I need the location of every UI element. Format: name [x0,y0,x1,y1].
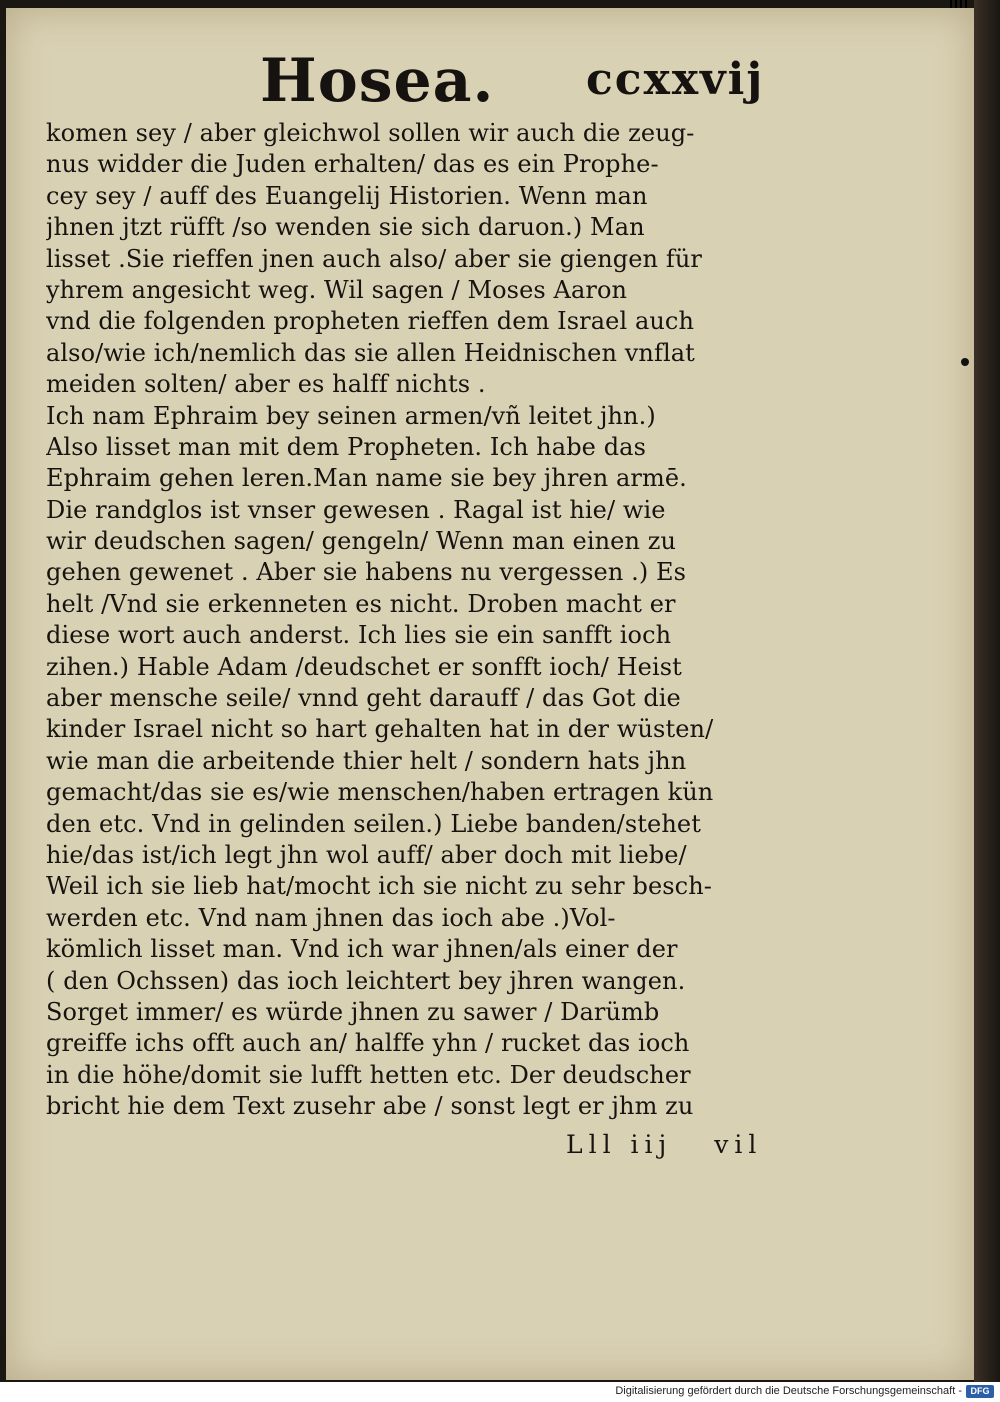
text-line: zihen.) Hable Adam /deudschet er sonfft ioch/ Heist [46,652,682,681]
body-text [46,118,736,1123]
text-line: in die höhe/domit sie lufft hetten etc. Der deudscher [46,1060,691,1089]
text-line: werden etc. Vnd nam jhnen das ioch abe .)Vol- [46,903,616,932]
dfg-logo: DFG [966,1385,994,1398]
text-line: kömlich lisset man. Vnd ich war jhnen/als einer der [46,935,678,964]
text-line: kinder Israel nicht so hart gehalten hat in der wüsten/ [46,715,714,744]
text-line: diese wort auch anderst. Ich lies sie ein sanfft ioch [46,621,672,650]
text-line: wir deudschen sagen/ gengeln/ Wenn man einen zu [46,527,677,556]
catchword: vil [714,1130,763,1159]
text-line: nus widder die Juden erhalten/ das es ein Prophe- [46,150,659,179]
text-line: yhrem angesicht weg. Wil sagen / Moses Aaron [46,275,628,304]
margin-dot [961,358,969,366]
text-line: meiden solten/ aber es halff nichts . [46,370,486,399]
text-line: Weil ich sie lieb hat/mocht ich sie nicht zu sehr besch- [46,872,712,901]
text-line: wie man die arbeitende thier helt / sondern hats jhn [46,746,687,775]
text-line: Ich nam Ephraim bey seinen armen/vñ leitet jhn.) [46,401,656,430]
footer-bar [0,1382,1000,1402]
text-line: hie/das ist/ich legt jhn wol auff/ aber doch mit liebe/ [46,840,687,869]
text-line: lisset .Sie rieffen jnen auch also/ aber sie giengen für [46,244,702,273]
text-line: den etc. Vnd in gelinden seilen.) Liebe banden/stehet [46,809,701,838]
signature-catchword-line [566,1130,762,1159]
text-line: Ephraim gehen leren.Man name sie bey jhren armē. [46,464,687,493]
text-line: also/wie ich/nemlich das sie allen Heidnischen vnflat [46,338,695,367]
text-line: Also lisset man mit dem Propheten. Ich habe das [46,432,646,461]
text-line: gehen gewenet . Aber sie habens nu vergessen .) Es [46,558,687,587]
footer-credit: Digitalisierung gefördert durch die Deutsche Forschungsgemeinschaft - [615,1385,962,1397]
text-line: ( den Ochssen) das ioch leichtert bey jhren wangen. [46,966,686,995]
text-line: helt /Vnd sie erkenneten es nicht. Droben macht er [46,589,676,618]
text-line: komen sey / aber gleichwol sollen wir auch die zeug- [46,119,695,147]
text-line: gemacht/das sie es/wie menschen/haben ertragen kün [46,778,714,807]
text-line: jhnen jtzt rüfft /so wenden sie sich daruon.) Man [46,213,645,242]
text-line: Die randglos ist vnser gewesen . Ragal ist hie/ wie [46,495,666,524]
running-title: Hosea. [260,46,495,116]
text-line: aber mensche seile/ vnnd geht darauff / das Got die [46,684,681,713]
text-line: bricht hie dem Text zusehr abe / sonst legt er jhm zu [46,1092,694,1121]
book-page [6,8,974,1380]
text-line: cey sey / auff des Euangelij Historien. Wenn man [46,181,648,210]
page-edge [974,0,1000,1382]
text-line: Sorget immer/ es würde jhnen zu sawer / Darümb [46,997,660,1026]
signature-mark: Lll iij [566,1130,673,1159]
text-line: greiffe ichs offt auch an/ halffe yhn / rucket das ioch [46,1029,690,1058]
text-line: vnd die folgenden propheten rieffen dem Israel auch [46,307,695,336]
folio-number: ccxxvij [586,54,765,105]
